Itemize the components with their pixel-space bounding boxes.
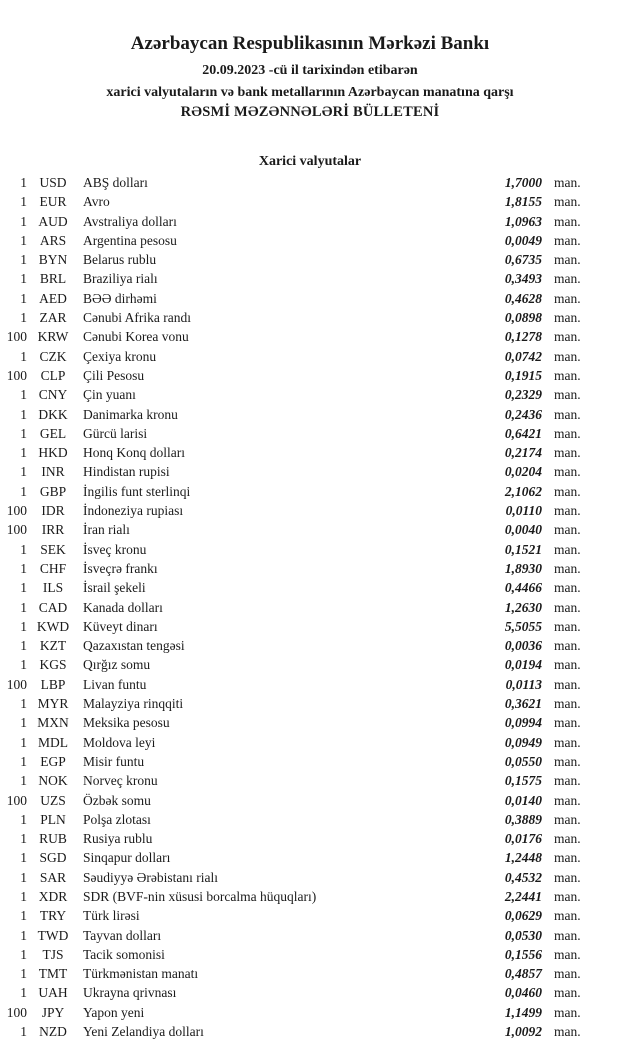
currency-code: ILS [42,580,64,596]
rate-row [0,1003,620,1022]
currency-name: BƏƏ dirhəmi [83,290,157,306]
currency-name: Argentina pesosu [83,232,177,248]
currency-code: IRR [41,522,65,538]
currency-name: Belarus rublu [83,252,157,268]
rate-row [0,405,620,424]
rate-value: 0,0629 [504,908,542,924]
rate-row [0,501,620,520]
unit-label: man. [554,1004,581,1020]
currency-name: Moldova leyi [83,734,156,750]
currency-name: Ukrayna qrivnası [83,985,177,1001]
currency-name: Özbək somu [83,792,151,808]
quantity: 1 [20,406,27,422]
currency-name: Türk lirəsi [83,908,140,924]
quantity: 1 [20,734,27,750]
rate-row [0,192,620,211]
rate-row [0,926,620,945]
currency-code: RUB [39,831,67,847]
currency-code: INR [41,464,65,480]
rate-row [0,327,620,346]
rate-value: 0,0040 [504,522,542,538]
unit-label: man. [554,252,581,268]
currency-name: Gürcü larisi [83,425,148,441]
currency-name: Cənubi Korea vonu [83,329,189,345]
rate-row [0,598,620,617]
currency-name: Norveç kronu [83,773,158,789]
unit-label: man. [554,503,581,519]
quantity: 1 [20,753,27,769]
unit-label: man. [554,387,581,403]
currency-name: Misir funtu [83,753,145,769]
quantity: 1 [20,618,27,634]
currency-code: CAD [38,599,68,615]
currency-name: Livan funtu [83,676,147,692]
quantity: 1 [20,445,27,461]
quantity: 1 [20,348,27,364]
currency-name: Yapon yeni [83,1004,145,1020]
currency-name: Yeni Zelandiya dolları [83,1024,204,1040]
unit-label: man. [554,464,581,480]
unit-label: man. [554,831,581,847]
unit-label: man. [554,888,581,904]
unit-label: man. [554,483,581,499]
quantity: 1 [20,869,27,885]
currency-code: LBP [40,676,66,692]
rate-value: 1,0092 [504,1024,542,1040]
unit-label: man. [554,348,581,364]
rate-value: 0,1278 [504,329,542,345]
rate-value: 0,4628 [504,290,542,306]
rate-value: 1,8155 [504,194,542,210]
currency-name: İsrail şekeli [83,580,146,596]
currency-code: SAR [39,869,67,885]
rate-value: 0,1915 [504,367,542,383]
currency-code: EGP [40,753,66,769]
rate-value: 0,1521 [504,541,542,557]
currency-code: BRL [39,271,67,287]
rate-row [0,983,620,1002]
unit-label: man. [554,734,581,750]
unit-label: man. [554,194,581,210]
unit-label: man. [554,638,581,654]
rate-row [0,617,620,636]
unit-label: man. [554,213,581,229]
unit-label: man. [554,367,581,383]
quantity: 1 [20,927,27,943]
currency-code: SGD [39,850,67,866]
currency-code: TJS [42,946,64,962]
rate-value: 2,1062 [504,483,542,499]
rate-value: 0,0204 [504,464,542,480]
quantity: 1 [20,811,27,827]
currency-code: MYR [37,696,69,712]
unit-label: man. [554,445,581,461]
rate-row [0,848,620,867]
rate-row [0,250,620,269]
rate-value: 1,0963 [504,213,542,229]
currency-name: Meksika pesosu [83,715,170,731]
unit-label: man. [554,927,581,943]
rate-row [0,791,620,810]
currency-code: MXN [37,715,69,731]
quantity: 100 [6,367,27,383]
rate-row [0,713,620,732]
quantity: 1 [20,252,27,268]
currency-code: TRY [39,908,67,924]
unit-label: man. [554,773,581,789]
unit-label: man. [554,811,581,827]
currency-code: XDR [38,888,68,904]
currency-code: CHF [39,560,67,576]
rate-row [0,733,620,752]
bulletin-subtitle: xarici valyutaların və bank metallarının Azərbaycan manatına qarşı [106,85,514,100]
rate-row [0,675,620,694]
rate-row [0,752,620,771]
currency-code: NZD [39,1024,67,1040]
unit-label: man. [554,329,581,345]
quantity: 1 [20,946,27,962]
unit-label: man. [554,676,581,692]
rate-value: 0,0530 [504,927,542,943]
currency-name: Hindistan rupisi [83,464,170,480]
quantity: 1 [20,290,27,306]
rate-value: 0,0460 [504,985,542,1001]
currency-name: SDR (BVF-nin xüsusi borcalma hüquqları) [83,888,317,904]
unit-label: man. [554,310,581,326]
unit-label: man. [554,753,581,769]
rate-row [0,868,620,887]
unit-label: man. [554,1024,581,1040]
currency-name: Braziliya rialı [83,271,158,287]
rate-value: 0,6421 [504,425,542,441]
rate-row [0,1022,620,1041]
currency-code: AED [39,290,67,306]
quantity: 1 [20,560,27,576]
rate-row [0,347,620,366]
rate-value: 1,2448 [504,850,542,866]
bulletin-header [0,0,620,121]
rate-value: 0,3621 [504,696,542,712]
currency-code: IDR [41,503,65,519]
quantity: 100 [6,1004,27,1020]
quantity: 100 [6,522,27,538]
unit-label: man. [554,406,581,422]
rate-value: 0,6735 [504,252,542,268]
quantity: 100 [6,792,27,808]
quantity: 1 [20,175,27,190]
currency-code: TWD [37,927,69,943]
currency-code: CZK [39,348,67,364]
currency-name: Səudiyyə Ərəbistanı rialı [83,869,218,885]
rate-value: 0,0994 [504,715,542,731]
rate-value: 5,5055 [504,618,542,634]
quantity: 1 [20,483,27,499]
currency-code: UZS [40,792,66,808]
currency-code: DKK [38,406,68,422]
currency-name: İngilis funt sterlinqi [83,483,191,499]
rate-row [0,771,620,790]
rate-row [0,385,620,404]
rate-value: 1,7000 [504,175,542,190]
currency-code: CNY [38,387,68,403]
unit-label: man. [554,580,581,596]
rate-row [0,424,620,443]
rate-value: 0,0036 [504,638,542,654]
unit-label: man. [554,271,581,287]
rate-row [0,269,620,288]
rate-value: 0,0140 [504,792,542,808]
rate-value: 0,0049 [504,232,542,248]
rate-row [0,308,620,327]
currency-code: NOK [38,773,68,789]
quantity: 1 [20,773,27,789]
rate-row [0,443,620,462]
quantity: 1 [20,1024,27,1040]
currency-name: Kanada dolları [83,599,163,615]
unit-label: man. [554,541,581,557]
currency-code: KWD [36,618,70,634]
quantity: 1 [20,850,27,866]
rate-value: 0,2174 [504,445,542,461]
quantity: 1 [20,310,27,326]
unit-label: man. [554,560,581,576]
currency-name: Rusiya rublu [83,831,153,847]
rate-value: 0,3889 [504,811,542,827]
rate-row [0,520,620,539]
currency-name: Türkmənistan manatı [83,966,199,982]
currency-code: HKD [38,445,68,461]
rate-row [0,655,620,674]
rate-row [0,810,620,829]
currency-name: Küveyt dinarı [83,618,158,634]
rate-value: 0,0176 [504,831,542,847]
rate-value: 0,4466 [504,580,542,596]
quantity: 1 [20,831,27,847]
currency-code: TMT [38,966,68,982]
rate-value: 0,2436 [504,406,542,422]
unit-label: man. [554,175,581,190]
rate-row [0,636,620,655]
unit-label: man. [554,522,581,538]
quantity: 1 [20,985,27,1001]
currency-name: İran rialı [83,522,130,538]
currency-name: Çili Pesosu [83,367,145,383]
currency-name: ABŞ dolları [83,175,148,190]
rate-row [0,231,620,250]
quantity: 1 [20,425,27,441]
rate-value: 0,0110 [505,503,542,519]
quantity: 1 [20,464,27,480]
rate-row [0,945,620,964]
currency-code: KGS [39,657,67,673]
quantity: 100 [6,676,27,692]
quantity: 1 [20,908,27,924]
rate-value: 1,2630 [504,599,542,615]
currency-code: ZAR [39,310,67,326]
quantity: 1 [20,271,27,287]
quantity: 1 [20,966,27,982]
rate-value: 2,2441 [504,888,542,904]
unit-label: man. [554,792,581,808]
unit-label: man. [554,657,581,673]
unit-label: man. [554,618,581,634]
currency-name: Cənubi Afrika randı [83,310,191,326]
currency-code: MDL [38,734,68,750]
currency-code: KRW [37,329,69,345]
currency-code: SEK [40,541,66,557]
currency-code: AUD [38,213,68,229]
currency-code: EUR [39,194,67,210]
currency-name: Tacik somonisi [83,946,165,962]
unit-label: man. [554,696,581,712]
unit-label: man. [554,985,581,1001]
unit-label: man. [554,425,581,441]
rate-value: 0,0898 [504,310,542,326]
currency-name: Çexiya kronu [83,348,157,364]
currency-name: Qırğız somu [83,657,151,673]
currency-name: Qazaxıstan tengəsi [83,638,185,654]
rate-value: 0,2329 [504,387,542,403]
currency-name: İsveçrə frankı [83,560,158,576]
unit-label: man. [554,290,581,306]
unit-label: man. [554,232,581,248]
currency-code: UAH [38,985,68,1001]
bank-name-title: Azərbaycan Respublikasının Mərkəzi Bankı [130,33,490,54]
quantity: 1 [20,657,27,673]
rate-value: 0,1556 [504,946,542,962]
unit-label: man. [554,715,581,731]
quantity: 100 [6,503,27,519]
rates-table [0,173,620,1041]
rate-value: 0,0113 [505,676,542,692]
currency-code: GBP [39,483,67,499]
unit-label: man. [554,966,581,982]
rate-row [0,906,620,925]
section-title-foreign-currencies: Xarici valyutalar [258,154,362,169]
rate-row [0,559,620,578]
bulletin-title: RƏSMİ MƏZƏNNƏLƏRİ BÜLLETENİ [180,104,440,120]
rate-value: 0,4532 [504,869,542,885]
rate-value: 0,0949 [504,734,542,750]
quantity: 1 [20,213,27,229]
rate-row [0,964,620,983]
currency-code: USD [39,175,67,190]
quantity: 1 [20,232,27,248]
rate-row [0,694,620,713]
currency-name: Sinqapur dolları [83,850,171,866]
currency-code: KZT [39,638,67,654]
rate-row [0,366,620,385]
rate-value: 0,1575 [504,773,542,789]
currency-code: ARS [39,232,67,248]
unit-label: man. [554,908,581,924]
currency-name: Çin yuanı [83,387,136,403]
rate-row [0,829,620,848]
currency-code: CLP [40,367,66,383]
currency-name: Honq Konq dolları [83,445,185,461]
quantity: 1 [20,599,27,615]
effective-date-line: 20.09.2023 -cü il tarixindən etibarən [202,63,418,78]
quantity: 1 [20,387,27,403]
quantity: 1 [20,638,27,654]
rate-row [0,482,620,501]
rate-row [0,212,620,231]
unit-label: man. [554,599,581,615]
unit-label: man. [554,946,581,962]
rate-value: 0,0742 [504,348,542,364]
rate-row [0,887,620,906]
quantity: 1 [20,696,27,712]
rate-value: 0,4857 [504,966,542,982]
quantity: 1 [20,194,27,210]
unit-label: man. [554,850,581,866]
currency-code: PLN [40,811,66,827]
currency-name: Avro [83,194,110,210]
currency-name: Avstraliya dolları [83,213,177,229]
quantity: 1 [20,580,27,596]
rate-value: 1,8930 [504,560,542,576]
rate-row [0,578,620,597]
rate-value: 0,0194 [504,657,542,673]
quantity: 100 [6,329,27,345]
rate-row [0,289,620,308]
currency-code: BYN [38,252,68,268]
currency-name: Tayvan dolları [83,927,162,943]
rate-value: 0,3493 [504,271,542,287]
currency-name: Polşa zlotası [83,811,151,827]
currency-name: Danimarka kronu [83,406,178,422]
rate-row [0,540,620,559]
currency-name: Malayziya rinqqiti [83,696,184,712]
quantity: 1 [20,541,27,557]
quantity: 1 [20,715,27,731]
currency-code: JPY [41,1004,65,1020]
rate-row [0,173,620,192]
unit-label: man. [554,869,581,885]
rate-value: 0,0550 [504,753,542,769]
rate-row [0,462,620,481]
currency-name: İndoneziya rupiası [83,503,184,519]
currency-name: İsveç kronu [83,541,147,557]
rate-value: 1,1499 [504,1004,542,1020]
quantity: 1 [20,888,27,904]
currency-code: GEL [39,425,67,441]
